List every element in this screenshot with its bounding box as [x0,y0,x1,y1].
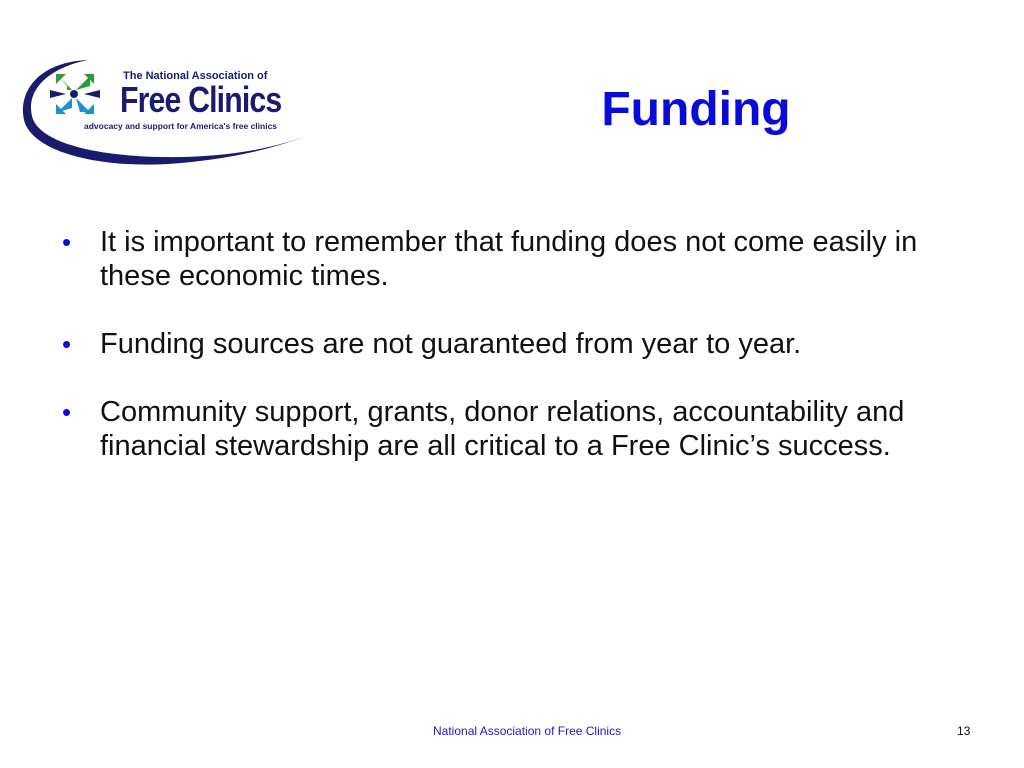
slide-title: Funding [601,83,791,136]
bullet-item [58,225,958,293]
logo-pre-title: The National Association of [123,70,268,82]
bullet-text: Community support, grants, donor relations, accountability and financial stewardship are all critical to a Free Clinic’s success. [100,396,905,462]
bullet-dot-icon: • [62,397,72,427]
footer-text: National Association of Free Clinics [433,724,622,738]
logo-name: Free Clinics [120,79,282,120]
bullet-text: Funding sources are not guaranteed from year to year. [100,328,802,360]
bullet-dot-icon: • [62,329,72,359]
logo [18,52,314,168]
logo-arrows-icon [50,74,100,114]
bullet-item [58,327,958,361]
page-number: 13 [957,724,971,738]
logo-tagline: advocacy and support for America's free clinics [84,121,278,131]
bullet-text: It is important to remember that funding does not come easily in these economic times. [100,226,918,292]
bullet-list [58,225,958,497]
bullet-item [58,395,958,463]
bullet-dot-icon: • [62,227,72,257]
